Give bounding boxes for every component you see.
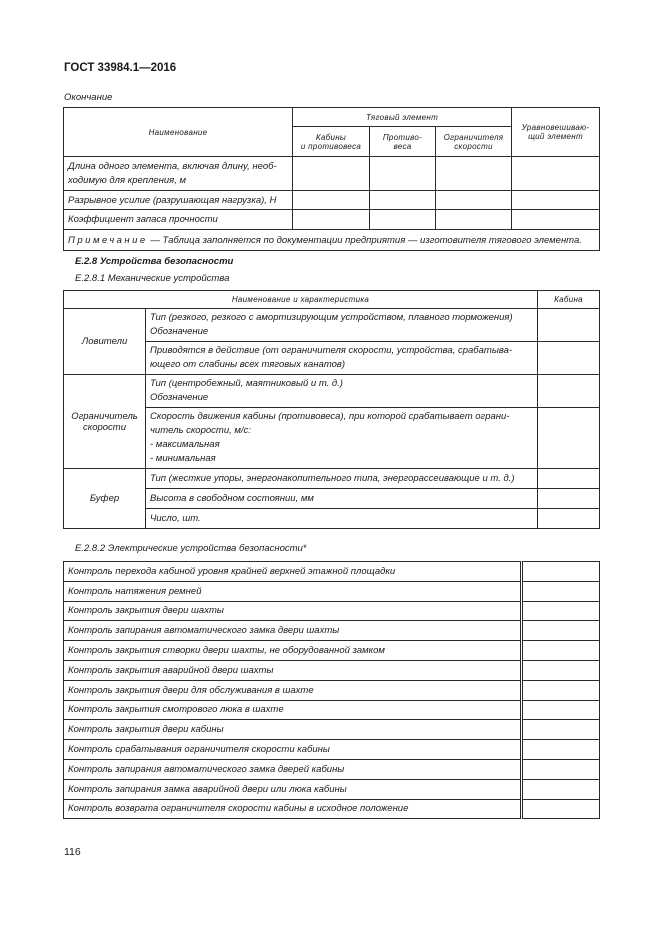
row-label: Контроль закрытия двери шахты: [64, 601, 522, 621]
empty-cell[interactable]: [293, 191, 370, 210]
table-row: [64, 799, 600, 819]
table-row: [64, 700, 600, 720]
row-label: Контроль закрытия створки двери шахты, не оборудованной замком: [64, 641, 522, 661]
row-label: Контроль натяжения ремней: [64, 581, 522, 601]
empty-cell[interactable]: [512, 191, 600, 210]
table-row: [64, 581, 600, 601]
empty-cell[interactable]: [522, 660, 600, 680]
row-label: Тип (жесткие упоры, энергонакопительного типа, энергорассеивающие и т. д.): [146, 469, 538, 489]
empty-cell[interactable]: [293, 210, 370, 230]
col-header-cabins: Кабины и противовеса: [293, 127, 370, 157]
row-label: Контроль закрытия аварийной двери шахты: [64, 660, 522, 680]
empty-cell[interactable]: [436, 157, 512, 191]
empty-cell[interactable]: [522, 621, 600, 641]
table-row: [64, 601, 600, 621]
row-label: Длина одного элемента, включая длину, необ- ходимую для крепления, м: [64, 157, 293, 191]
row-label: Скорость движения кабины (противовеса), при которой срабатывает ограни- читель скорости, м/с: - максимальная - минимальная: [146, 408, 538, 469]
col-header-balancing: Уравновешиваю- щий элемент: [512, 108, 600, 157]
subsection-heading: Е.2.8.2 Электрические устройства безопасности*: [75, 543, 307, 554]
empty-cell[interactable]: [512, 210, 600, 230]
mechanical-devices-table: [63, 290, 600, 529]
empty-cell[interactable]: [522, 740, 600, 760]
empty-cell[interactable]: [512, 157, 600, 191]
empty-cell[interactable]: [370, 210, 436, 230]
table-row: [64, 759, 600, 779]
table-row: [64, 660, 600, 680]
electrical-devices-table: [63, 561, 600, 819]
row-label: Контроль закрытия двери для обслуживания в шахте: [64, 680, 522, 700]
empty-cell[interactable]: [293, 157, 370, 191]
empty-cell[interactable]: [370, 157, 436, 191]
empty-cell[interactable]: [522, 680, 600, 700]
row-label: Контроль возврата ограничителя скорости кабины в исходное положение: [64, 799, 522, 819]
table-row: [64, 740, 600, 760]
page-number: 116: [64, 846, 81, 858]
col-header-name: Наименование: [64, 108, 293, 157]
empty-cell[interactable]: [538, 342, 600, 375]
group-buffer: Буфер: [64, 469, 146, 529]
empty-cell[interactable]: [522, 759, 600, 779]
empty-cell[interactable]: [522, 700, 600, 720]
traction-element-table: [63, 107, 600, 251]
col-header-counterweight: Противо- веса: [370, 127, 436, 157]
col-header-cabin: Кабина: [538, 291, 600, 309]
empty-cell[interactable]: [538, 509, 600, 529]
empty-cell[interactable]: [538, 375, 600, 408]
table-row: [64, 779, 600, 799]
empty-cell[interactable]: [522, 562, 600, 582]
note-label: Примечание: [68, 234, 148, 246]
row-label: Число, шт.: [146, 509, 538, 529]
empty-cell[interactable]: [522, 581, 600, 601]
col-header-name-characteristic: Наименование и характеристика: [64, 291, 538, 309]
table-row: [64, 720, 600, 740]
empty-cell[interactable]: [436, 210, 512, 230]
table-row: [64, 191, 600, 210]
table-row: [64, 157, 600, 191]
empty-cell[interactable]: [538, 408, 600, 469]
col-header-governor: Ограничителя скорости: [436, 127, 512, 157]
row-label: Контроль запирания замка аварийной двери или люка кабины: [64, 779, 522, 799]
group-catchers: Ловители: [64, 309, 146, 375]
row-label: Тип (резкого, резкого с амортизирующим устройством, плавного торможения) Обозначение: [146, 309, 538, 342]
empty-cell[interactable]: [522, 641, 600, 661]
row-label: Контроль запирания автоматического замка дверей кабины: [64, 759, 522, 779]
row-label: Контроль перехода кабиной уровня крайней верхней этажной площадки: [64, 562, 522, 582]
table-row: [64, 680, 600, 700]
row-label: Контроль закрытия двери кабины: [64, 720, 522, 740]
empty-cell[interactable]: [436, 191, 512, 210]
row-label: Высота в свободном состоянии, мм: [146, 489, 538, 509]
empty-cell[interactable]: [538, 309, 600, 342]
subsection-heading: Е.2.8.1 Механические устройства: [75, 273, 230, 284]
empty-cell[interactable]: [522, 779, 600, 799]
table-row: [64, 621, 600, 641]
note-text: — Таблица заполняется по документации предприятия — изготовителя тягового элемента.: [147, 234, 582, 246]
row-label: Контроль закрытия смотрового люка в шахте: [64, 700, 522, 720]
col-header-traction: Тяговый элемент: [293, 108, 512, 127]
row-label: Приводятся в действие (от ограничителя скорости, устройства, срабатыва- ющего от слабины всех тяговых канатов): [146, 342, 538, 375]
empty-cell[interactable]: [522, 720, 600, 740]
standard-number: ГОСТ 33984.1—2016: [64, 62, 177, 74]
row-label: Контроль запирания автоматического замка двери шахты: [64, 621, 522, 641]
empty-cell[interactable]: [522, 799, 600, 819]
row-label: Тип (центробежный, маятниковый и т. д.) Обозначение: [146, 375, 538, 408]
row-label: Разрывное усилие (разрушающая нагрузка), Н: [64, 191, 293, 210]
empty-cell[interactable]: [522, 601, 600, 621]
empty-cell[interactable]: [538, 469, 600, 489]
table-row: [64, 641, 600, 661]
table-row: [64, 562, 600, 582]
section-heading: Е.2.8 Устройства безопасности: [75, 256, 234, 267]
row-label: Коэффициент запаса прочности: [64, 210, 293, 230]
table-row: [64, 210, 600, 230]
row-label: Контроль срабатывания ограничителя скорости кабины: [64, 740, 522, 760]
table-note: [64, 230, 600, 251]
empty-cell[interactable]: [370, 191, 436, 210]
table-continuation-caption: Окончание: [64, 92, 113, 103]
group-speed-governor: Ограничитель скорости: [64, 375, 146, 469]
empty-cell[interactable]: [538, 489, 600, 509]
